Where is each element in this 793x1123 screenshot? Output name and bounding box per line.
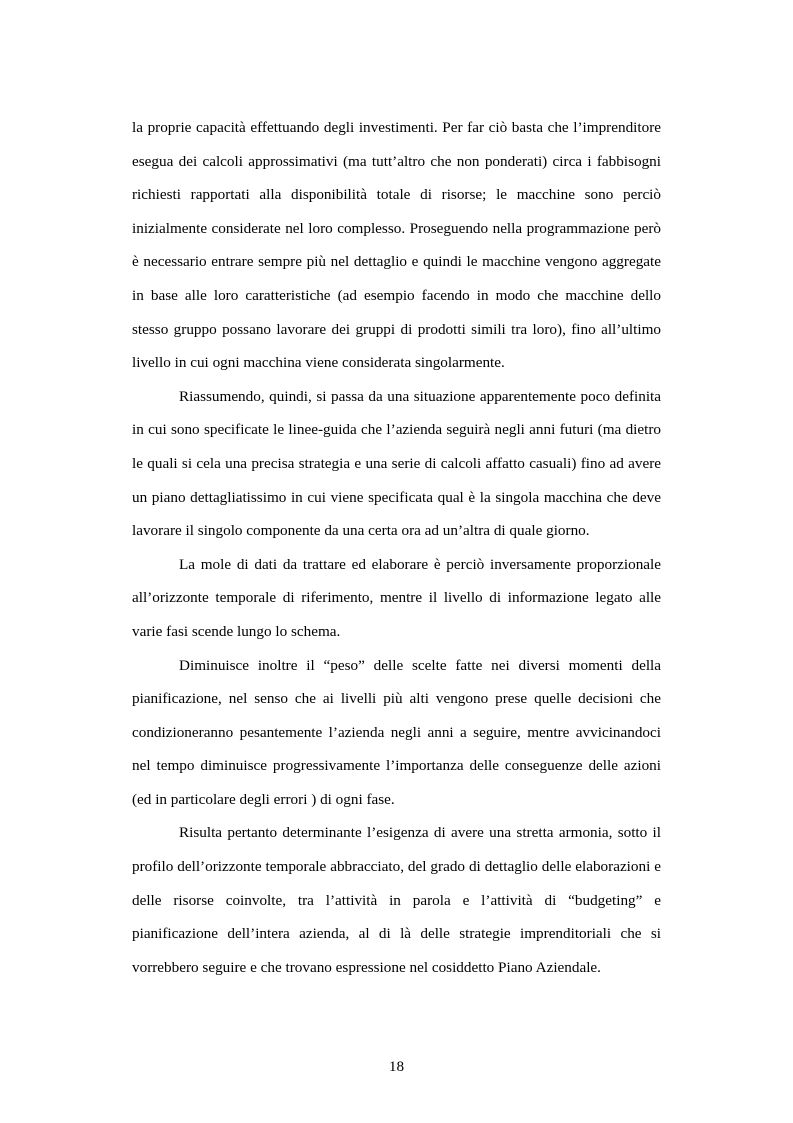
paragraph-summary: Riassumendo, quindi, si passa da una situazione apparentemente poco definita in cui sono specificate le linee-guida che l’azienda seguirà negli anni futuri (ma dietro le quali si cela una precisa strategia e una serie di calcoli affatto casuali) fino ad avere un piano dettagliatissimo in cui viene specificata qual è la singola macchina che deve lavorare il singolo componente da una certa ora ad un’altra di quale giorno.	[132, 387, 661, 540]
body-text	[132, 111, 661, 984]
paragraph-decision-weight: Diminuisce inoltre il “peso” delle scelte fatte nei diversi momenti della pianificazione, nel senso che ai livelli più alti vengono prese quelle decisioni che condizioneranno pesantemente l’azienda negli anni a seguire, mentre avvicinandoci nel tempo diminuisce progressivamente l’importanza delle conseguenze delle azioni (ed in particolare degli errori ) di ogni fase.	[132, 656, 661, 808]
paragraph-data-volume: La mole di dati da trattare ed elaborare è perciò inversamente proporzionale all’orizzonte temporale di riferimento, mentre il livello di informazione legato alle varie fasi scende lungo lo schema.	[132, 555, 661, 640]
paragraph-harmony: Risulta pertanto determinante l’esigenza di avere una stretta armonia, sotto il profilo dell’orizzonte temporale abbracciato, del grado di dettaglio delle elaborazioni e delle risorse coinvolte, tra l’attività in parola e l’attività di “budgeting” e pianificazione dell’intera azienda, al di là delle strategie imprenditoriali che si vorrebbero seguire e che trovano espressione nel cosiddetto Piano Aziendale.	[132, 824, 661, 976]
page-number: 18	[388, 1058, 405, 1075]
paragraph-continuation: la proprie capacità effettuando degli investimenti. Per far ciò basta che l’imprenditore esegua dei calcoli approssimativi (ma tutt’altro che non ponderati) circa i fabbisogni richiesti rapportati alla disponibilità totale di risorse; le macchine sono perciò inizialmente considerate nel loro complesso. Proseguendo nella programmazione però è necessario entrare sempre più nel dettaglio e quindi le macchine vengono aggregate in base alle loro caratteristiche (ad esempio facendo in modo che macchine dello stesso gruppo possano lavorare dei gruppi di prodotti simili tra loro), fino all’ultimo livello in cui ogni macchina viene considerata singolarmente.	[132, 119, 661, 372]
